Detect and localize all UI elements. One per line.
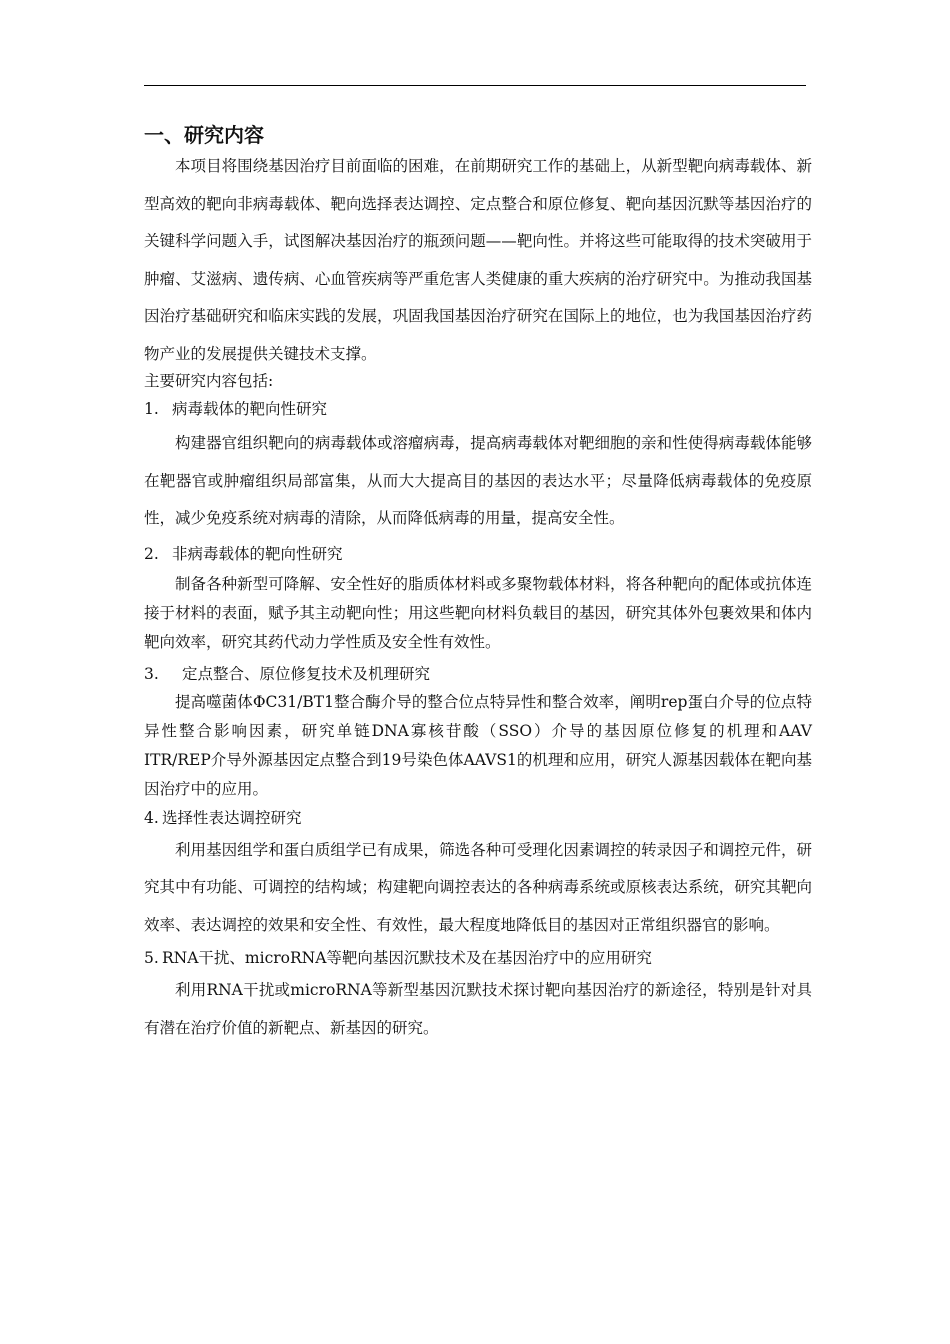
item-3-heading-text: 定点整合、原位修复技术及机理研究 [182, 664, 431, 683]
item-2-heading [144, 540, 812, 568]
item-1-number: 1. [144, 400, 159, 418]
item-3-heading [144, 660, 812, 688]
contents-label: 主要研究内容包括: [144, 372, 274, 390]
item-5-heading [144, 944, 812, 972]
document-body [144, 120, 812, 1047]
item-4-heading [144, 804, 812, 832]
item-5-heading-text: RNA干扰、microRNA等靶向基因沉默技术及在基因治疗中的应用研究 [162, 949, 652, 967]
section-title: 一、研究内容 [144, 123, 264, 147]
item-1-body: 构建器官组织靶向的病毒载体或溶瘤病毒，提高病毒载体对靶细胞的亲和性使得病毒载体能够在靶器官或肿瘤组织局部富集，从而大大提高目的基因的表达水平；尽量降低病毒载体的免疫原性，减少免疫系统对病毒的清除，从而降低病毒的用量，提高安全性。 [144, 434, 812, 527]
item-2-heading-text: 非病毒载体的靶向性研究 [172, 544, 343, 563]
item-4-number: 4. [144, 808, 159, 827]
item-5-body: 利用RNA干扰或microRNA等新型基因沉默技术探讨靶向基因治疗的新途径，特别是针对具有潜在治疗价值的新靶点、新基因的研究。 [144, 981, 812, 1037]
header-rule [144, 85, 806, 86]
item-4-body: 利用基因组学和蛋白质组学已有成果，筛选各种可受理化因素调控的转录因子和调控元件，研究其中有功能、可调控的结构域；构建靶向调控表达的各种病毒系统或原核表达系统，研究其靶向效率、表达调控的效果和安全性、有效性，最大程度地降低目的基因对正常组织器官的影响。 [144, 840, 812, 934]
item-3-number: 3. [144, 664, 159, 683]
item-1-heading [144, 395, 812, 423]
item-2-number: 2. [144, 544, 159, 563]
item-5-number: 5. [144, 949, 159, 967]
item-1-heading-text: 病毒载体的靶向性研究 [172, 400, 328, 418]
item-2-body: 制备各种新型可降解、安全性好的脂质体材料或多聚物载体材料，将各种靶向的配体或抗体连接于材料的表面，赋予其主动靶向性；用这些靶向材料负载目的基因，研究其体外包裹效果和体内靶向效率，研究其药代动力学性质及安全性有效性。 [144, 574, 812, 651]
item-4-heading-text: 选择性表达调控研究 [162, 808, 302, 827]
item-3-body: 提高噬菌体ΦC31/BT1整合酶介导的整合位点特异性和整合效率，阐明rep蛋白介导的位点特异性整合影响因素，研究单链DNA寡核苷酸（SSO）介导的基因原位修复的机理和AAV ITR/REP介导外源基因定点整合到19号染色体AAVS1的机理和应用，研究人源基因载体在靶向基因治疗中的应用。 [144, 692, 812, 798]
intro-paragraph: 本项目将围绕基因治疗目前面临的困难，在前期研究工作的基础上，从新型靶向病毒载体、新型高效的靶向非病毒载体、靶向选择表达调控、定点整合和原位修复、靶向基因沉默等基因治疗的关键科学问题入手，试图解决基因治疗的瓶颈问题——靶向性。并将这些可能取得的技术突破用于肿瘤、艾滋病、遗传病、心血管疾病等严重危害人类健康的重大疾病的治疗研究中。为推动我国基因治疗基础研究和临床实践的发展，巩固我国基因治疗研究在国际上的地位，也为我国基因治疗药物产业的发展提供关键技术支撑。 [144, 157, 812, 363]
